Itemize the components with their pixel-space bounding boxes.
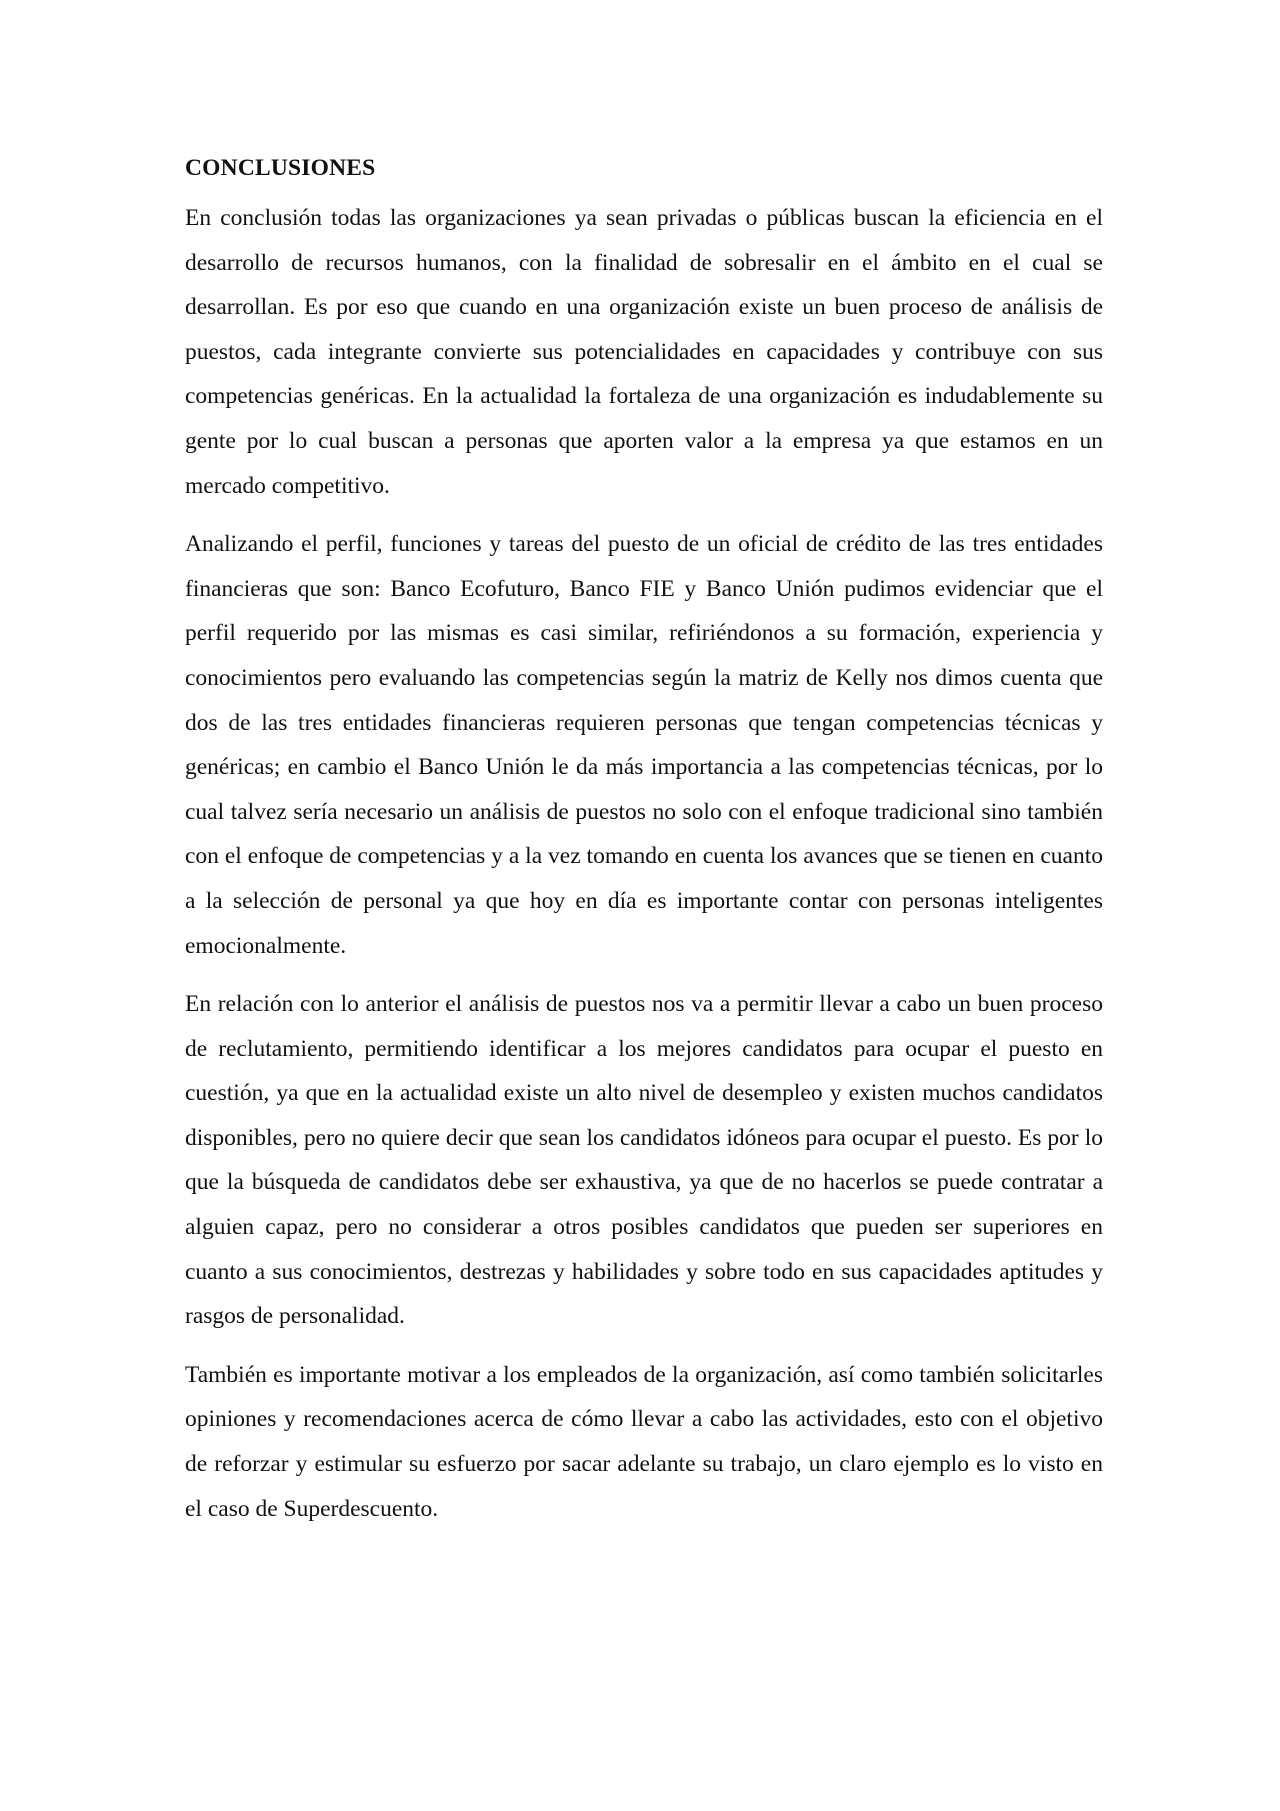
paragraph-2: Analizando el perfil, funciones y tareas del puesto de un oficial de crédito de las tres entidades financieras que son: Banco Ecofuturo, Banco FIE y Banco Unión pudimos evidenciar que el perfil requerido por las mismas es casi similar, refiriéndonos a su formación, experiencia y conocimientos pero evaluando las competencias según la matriz de Kelly nos dimos cuenta que dos de las tres entidades financieras requieren personas que tengan competencias técnicas y genéricas; en cambio el Banco Unión le da más importancia a las competencias técnicas, por lo cual talvez sería necesario un análisis de puestos no solo con el enfoque tradicional sino también con el enfoque de competencias y a la vez tomando en cuenta los avances que se tienen en cuanto a la selección de personal ya que hoy en día es importante contar con personas inteligentes emocionalmente. (185, 531, 1103, 959)
paragraph-4: También es importante motivar a los empleados de la organización, así como también solicitarles opiniones y recomendaciones acerca de cómo llevar a cabo las actividades, esto con el objetivo de reforzar y estimular su esfuerzo por sacar adelante su trabajo, un claro ejemplo es lo visto en el caso de Superdescuento. (185, 1361, 1103, 1522)
paragraph-3: En relación con lo anterior el análisis de puestos nos va a permitir llevar a cabo un buen proceso de reclutamiento, permitiendo identificar a los mejores candidatos para ocupar el puesto en cuestión, ya que en la actualidad existe un alto nivel de desempleo y existen muchos candidatos disponibles, pero no quiere decir que sean los candidatos idóneos para ocupar el puesto. Es por lo que la búsqueda de candidatos debe ser exhaustiva, ya que de no hacerlos se puede contratar a alguien capaz, pero no considerar a otros posibles candidatos que pueden ser superiores en cuanto a sus conocimientos, destrezas y habilidades y sobre todo en sus capacidades aptitudes y rasgos de personalidad. (185, 991, 1103, 1330)
paragraph-1: En conclusión todas las organizaciones ya sean privadas o públicas buscan la eficiencia en el desarrollo de recursos humanos, con la finalidad de sobresalir en el ámbito en el cual se desarrollan. Es por eso que cuando en una organización existe un buen proceso de análisis de puestos, cada integrante convierte sus potencialidades en capacidades y contribuye con sus competencias genéricas. En la actualidad la fortaleza de una organización es indudablemente su gente por lo cual buscan a personas que aporten valor a la empresa ya que estamos en un mercado competitivo. (185, 205, 1103, 499)
section-heading: CONCLUSIONES (185, 155, 376, 181)
document-body (185, 150, 1103, 1545)
